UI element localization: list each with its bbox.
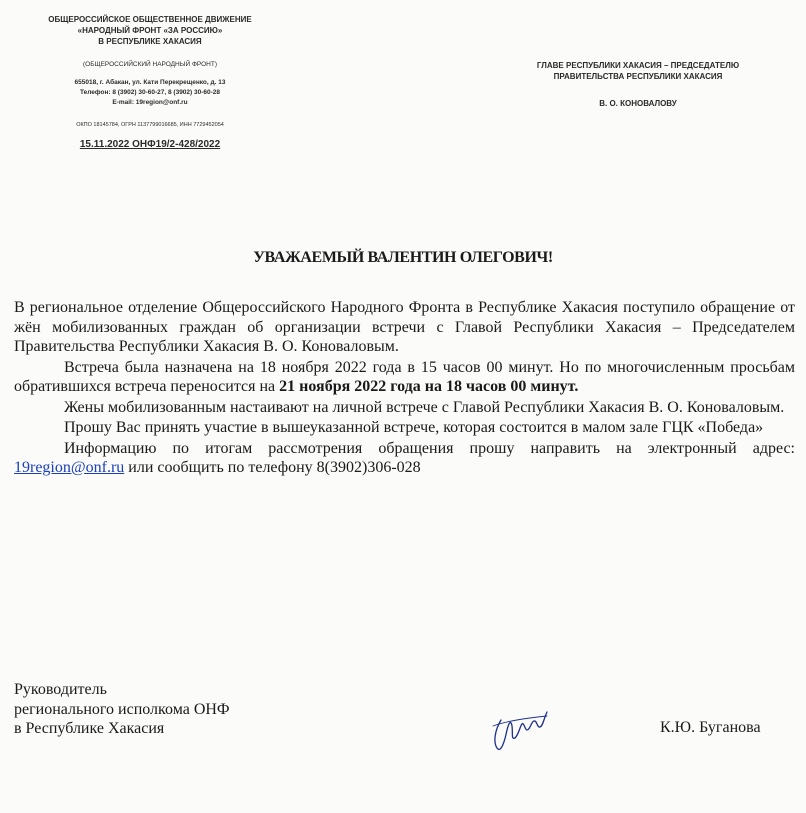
org-name: ОБЩЕРОССИЙСКОЕ ОБЩЕСТВЕННОЕ ДВИЖЕНИЕ «НАРОДНЫЙ ФРОНТ «ЗА РОССИЮ» В РЕСПУБЛИКЕ ХАКАСИЯ <box>48 15 252 46</box>
signer-position: Руководитель регионального исполкома ОНФ в Республике Хакасия <box>14 681 230 737</box>
meeting-date: 21 ноября 2022 года на 18 часов 00 минут. <box>279 378 579 395</box>
paragraph-2: Встреча была назначена на 18 ноября 2022 года в 15 часов 00 минут. Но по многочисленным просьбам обратившихся встреча переносится на 21 ноября 2022 года на 18 часов 00 минут. <box>14 358 795 395</box>
addressee-title: ГЛАВЕ РЕСПУБЛИКИ ХАКАСИЯ – ПРЕДСЕДАТЕЛЮ ПРАВИТЕЛЬСТВА РЕСПУБЛИКИ ХАКАСИЯ <box>536 61 740 81</box>
paragraph-3: Жены мобилизованным настаивают на личной встрече с Главой Республики Хакасия В. О. Коноваловым. <box>64 398 785 416</box>
letter-body <box>14 298 795 479</box>
addressee <box>478 60 798 108</box>
email-link[interactable]: 19region@onf.ru <box>14 459 125 476</box>
paragraph-4: Прошу Вас принять участие в вышеуказанной встрече, которая состоится в малом зале ГЦК «Победа» <box>64 419 764 436</box>
addressee-person: В. О. КОНОВАЛОВУ <box>599 99 677 108</box>
paragraph-1: В региональное отделение Общероссийского Народного Фронта в Республике Хакасия поступило обращение от жён мобилизованных граждан об организации встречи с Главой Республики Хакасия – Председателем Правительства Республики Хакасия В. О. Коноваловым. <box>14 299 795 355</box>
signer-name: К.Ю. Буганова <box>660 719 761 736</box>
org-short-name: (ОБЩЕРОССИЙСКИЙ НАРОДНЫЙ ФРОНТ) <box>82 61 217 68</box>
paragraph-5: Информацию по итогам рассмотрения обращения прошу направить на электронный адрес: 19region@onf.ru или сообщить по телефону 8(3902)306-028 <box>14 439 795 476</box>
outgoing-number: 15.11.2022 ОНФ19/2-428/2022 <box>79 139 221 150</box>
org-codes: ОКПО 18145784, ОГРН 1137799016685, ИНН 7729452054 <box>76 122 224 128</box>
org-address: 655018, г. Абакан, ул. Кати Перекрещенко, д. 13 Телефон: 8 (3902) 30-60-27, 8 (3902) 30-60-28 E-mail: 19region@onf.ru <box>74 79 226 106</box>
salutation: УВАЖАЕМЫЙ ВАЛЕНТИН ОЛЕГОВИЧ! <box>253 249 553 266</box>
handwritten-signature <box>485 700 555 760</box>
letterhead <box>14 14 286 152</box>
